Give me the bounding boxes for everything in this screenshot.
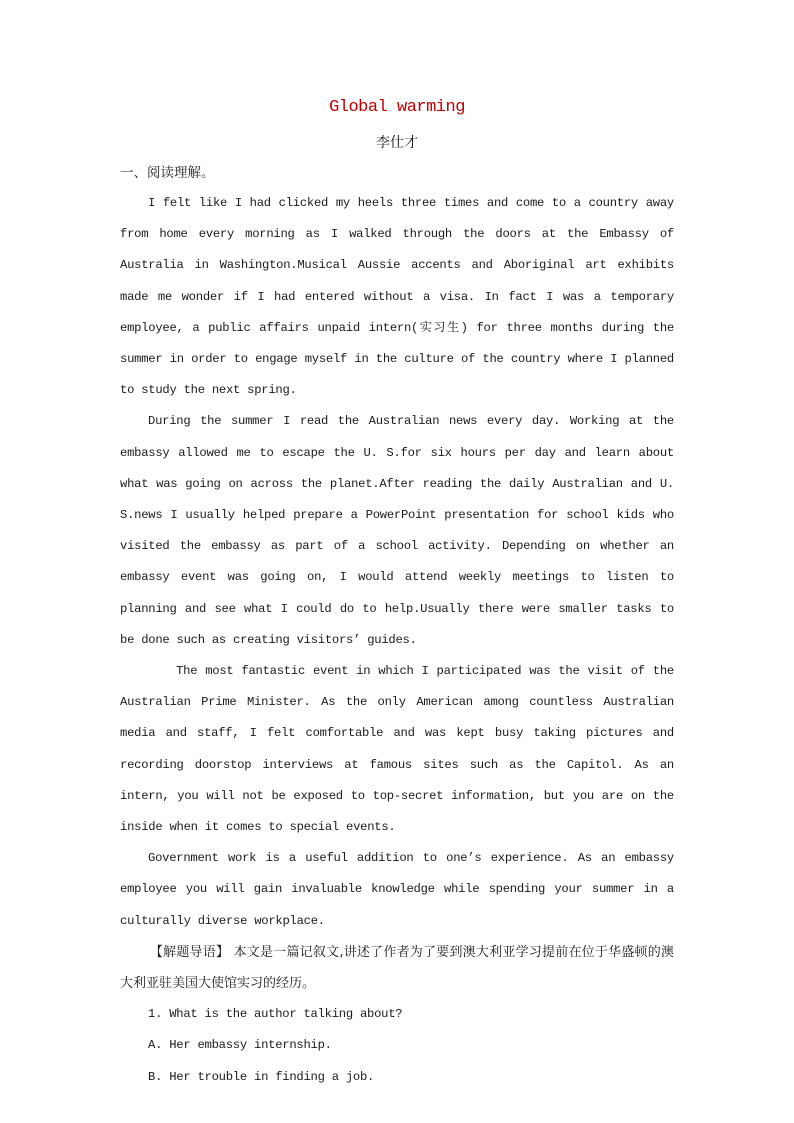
- answer-guide: 【解题导语】 本文是一篇记叙文,讲述了作者为了要到澳大利亚学习提前在位于华盛顿的澳大利亚驻美国大使馆实习的经历。: [120, 944, 674, 992]
- option-b: B. Her trouble in finding a job.: [148, 1069, 375, 1084]
- passage-paragraph-4: Government work is a useful addition to one’s experience. As an embassy employee you will gain invaluable knowledge while spending your summer in a culturally diverse workplace.: [120, 851, 674, 928]
- passage-paragraph-3: The most fantastic event in which I participated was the visit of the Australian Prime Minister. As the only American among countless Australian media and staff, I felt comfortable and was kept busy taking pictures and recording doorstop interviews at famous sites such as the Capitol. As an intern, you will not be exposed to top-secret information, but you are on the inside when it comes to special events.: [120, 664, 674, 835]
- question-stem: 1. What is the author talking about?: [148, 1007, 403, 1022]
- author-name: 李仕才: [376, 135, 418, 151]
- passage-paragraph-1: I felt like I had clicked my heels three times and come to a country away from home every morning as I walked through the doors at the Embassy of Australia in Washington.Musical Aussie accents and Aboriginal art exhibits made me wonder if I had entered without a visa. In fact I was a temporary employee, a public affairs unpaid intern(实习生) for three months during the summer in order to engage myself in the culture of the country where I planned to study the next spring.: [120, 196, 674, 398]
- passage-paragraph-2: During the summer I read the Australian news every day. Working at the embassy allowed me to escape the U. S.for six hours per day and learn about what was going on across the planet.After reading the daily Australian and U. S.news I usually helped prepare a PowerPoint presentation for school kids who visited the embassy as part of a school activity. Depending on whether an embassy event was going on, I would attend weekly meetings to listen to planning and see what I could do to help.Usually there were smaller tasks to be done such as creating visitors’ guides.: [120, 414, 674, 647]
- question-1: [120, 999, 674, 1093]
- reading-passage: [120, 188, 674, 1093]
- document-title: Global warming: [329, 98, 465, 117]
- section-heading: 一、阅读理解。: [120, 165, 215, 181]
- option-a: A. Her embassy internship.: [148, 1038, 332, 1053]
